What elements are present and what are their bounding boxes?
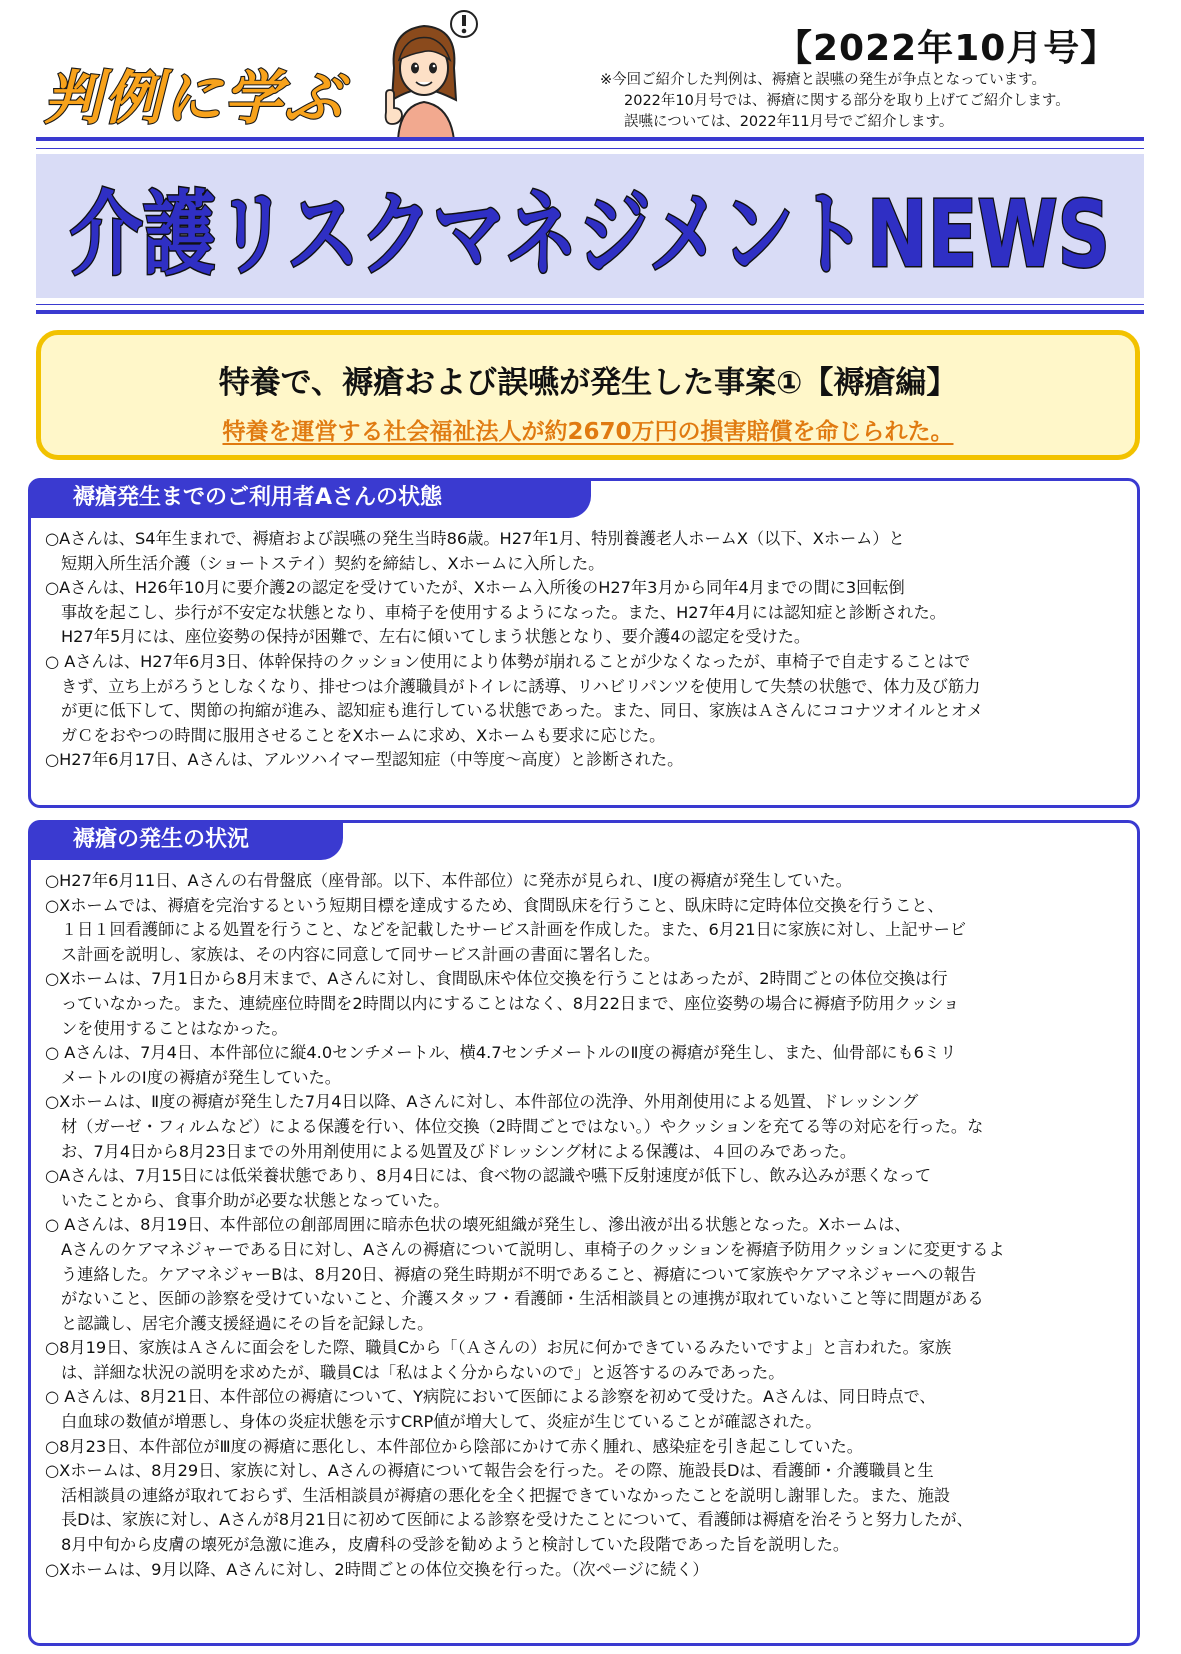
note-line: 誤嚥については、2022年11月号でご紹介します。: [624, 114, 954, 130]
paragraph: [45, 1435, 1129, 1460]
issue-label: 【2022年10月号】: [776, 28, 1118, 69]
divider: [36, 304, 1144, 305]
section-heading: 褥瘡の発生の状況: [31, 820, 343, 860]
paragraph-line: 8月中旬から皮膚の壊死が急激に進み，皮膚科の受診を勧めようと検討していた段階であった旨を説明した。: [61, 1535, 850, 1555]
svg-text:判例に学ぶ: 判例に学ぶ: [44, 64, 345, 132]
paragraph-line: ○H27年6月17日、Aさんは、アルツハイマー型認知症（中等度～高度）と診断された。: [45, 750, 684, 770]
paragraph-line: ○Xホームは、7月1日から8月末まで、Aさんに対し、食間臥床や体位交換を行うことはあったが、2時間ごとの体位交換は行: [45, 969, 948, 989]
paragraph-line: １日１回看護師による処置を行うこと、などを記載したサービス計画を作成した。また、6月21日に家族に対し、上記サービ: [61, 920, 967, 940]
paragraph: [45, 576, 1129, 650]
paragraph-line: Aさんのケアマネジャーである日に対し、Aさんの褥瘡について説明し、車椅子のクッションを褥瘡予防用クッションに変更するよ: [61, 1239, 1005, 1259]
divider: [36, 148, 1144, 149]
character-illustration: [372, 8, 496, 140]
section-heading: 褥瘡発生までのご利用者Aさんの状態: [31, 478, 591, 518]
paragraph-line: お、7月4日から8月23日までの外用剤使用による処置及びドレッシング材による保護は、４回のみであった。: [61, 1141, 857, 1161]
paragraph-line: ○Xホームは、8月29日、家族に対し、Aさんの褥瘡について報告会を行った。その際、施設長Dは、看護師・介護職員と生: [45, 1461, 934, 1481]
masthead-banner: [36, 154, 1144, 298]
paragraph-line: いたことから、食事介助が必要な状態となっていた。: [61, 1190, 450, 1210]
series-title: [40, 48, 380, 134]
paragraph-line: ○ Aさんは、8月21日、本件部位の褥瘡について、Y病院において医師による診察を初めて受けた。Aさんは、同日時点で、: [45, 1387, 936, 1407]
paragraph-line: ○ Aさんは、H27年6月3日、体幹保持のクッション使用により体勢が崩れることが少なくなったが、車椅子で自走することはで: [45, 651, 971, 671]
paragraph: [45, 894, 1129, 968]
paragraph-line: ○ Aさんは、8月19日、本件部位の創部周囲に暗赤色状の壊死組織が発生し、滲出液が出る状態となった。Xホームは、: [45, 1215, 911, 1235]
paragraph: [45, 527, 1129, 576]
paragraph-line: う連絡した。ケアマネジャーBは、8月20日、褥瘡の発生時期が不明であること、褥瘡について家族やケアマネジャーへの報告: [61, 1264, 977, 1284]
paragraph-line: ス計画を説明し、家族は、その内容に同意して同サービス計画の書面に署名した。: [61, 944, 660, 964]
paragraph-line: と認識し、居宅介護支援経過にその旨を記録した。: [61, 1313, 434, 1333]
paragraph-line: ○Aさんは、H26年10月に要介護2の認定を受けていたが、Xホーム入所後のH27年3月から同年4月までの間に3回転倒: [45, 578, 905, 598]
paragraph-line: ○Xホームは、9月以降、Aさんに対し、2時間ごとの体位交換を行った。（次ページに続く）: [45, 1559, 709, 1579]
paragraph-line: きず、立ち上がろうとしなくなり、排せつは介護職員がトイレに誘導、リハビリパンツを使用して失禁の状態で、体力及び筋力: [61, 676, 981, 696]
paragraph-line: ○Aさんは、S4年生まれで、褥瘡および誤嚥の発生当時86歳。H27年1月、特別養護老人ホームX（以下、Xホーム）と: [45, 529, 905, 548]
paragraph-line: 事故を起こし、歩行が不安定な状態となり、車椅子を使用するようになった。また、H27年4月には認知症と診断された。: [61, 602, 946, 622]
section-pressure-ulcer-situation: [28, 820, 1140, 1646]
paragraph-line: がないこと、医師の診察を受けていないこと、介護スタッフ・看護師・生活相談員との連携が取れていないこと等に問題がある: [61, 1289, 984, 1309]
paragraph: [45, 1090, 1129, 1164]
paragraph: [45, 1041, 1129, 1090]
paragraph: [45, 1558, 1129, 1583]
paragraph-line: が更に低下して、関節の拘縮が進み、認知症も進行している状態であった。また、同日、家族はＡさんにココナツオイルとオメ: [61, 701, 984, 721]
paragraph-line: 白血球の数値が増悪し、身体の炎症状態を示すCRP値が増大して、炎症が生じていることが確認された。: [61, 1412, 822, 1432]
note-line: 2022年10月号では、褥瘡に関する部分を取り上げてご紹介します。: [624, 93, 1070, 109]
paragraph-line: ○Xホームでは、褥瘡を完治するという短期目標を達成するため、食間臥床を行うこと、臥床時に定時体位交換を行うこと、: [45, 895, 944, 915]
paragraph-line: ○Xホームは、Ⅱ度の褥瘡が発生した7月4日以降、Aさんに対し、本件部位の洗浄、外用剤使用による処置、ドレッシング: [45, 1092, 919, 1112]
paragraph: [45, 650, 1129, 748]
masthead-title: [36, 154, 1144, 298]
article-subtitle-wrap: [41, 413, 1135, 446]
paragraph-line: ガＣをおやつの時間に服用させることをXホームに求め、Xホームも要求に応じた。: [61, 725, 666, 745]
paragraph: [45, 869, 1129, 894]
paragraph-line: ○H27年6月11日、Aさんの右骨盤底（座骨部。以下、本件部位）に発赤が見られ、Ⅰ度の褥瘡が発生していた。: [45, 871, 852, 890]
paragraph-line: 材（ガーゼ・フィルムなど）による保護を行い、体位交換（2時間ごとではない。）やクッションを充てる等の対応を行った。な: [61, 1116, 984, 1136]
paragraph-line: は、詳細な状況の説明を求めたが、職員Cは「私はよく分からないので」と返答するのみであった。: [61, 1362, 785, 1382]
paragraph: [45, 1213, 1129, 1336]
paragraph-line: H27年5月には、座位姿勢の保持が困難で、左右に傾いてしまう状態となり、要介護4の認定を受けた。: [61, 627, 811, 647]
svg-text:介護リスクマネジメントNEWS: 介護リスクマネジメントNEWS: [70, 181, 1110, 288]
paragraph-line: ○8月19日、家族はＡさんに面会をした際、職員Cから「（Ａさんの）お尻に何かできているみたいですよ」と言われた。家族: [45, 1338, 952, 1358]
paragraph-line: 長Dは、家族に対し、Aさんが8月21日に初めて医師による診察を受けたことについて、看護師は褥瘡を治そうと努力したが、: [61, 1510, 973, 1530]
paragraph: [45, 748, 1129, 773]
section-body: [45, 527, 1129, 773]
paragraph: [45, 1459, 1129, 1557]
section-patient-condition: [28, 478, 1140, 808]
article-title: 特養で、褥瘡および誤嚥が発生した事案①【褥瘡編】: [218, 365, 958, 401]
paragraph-line: ○Aさんは、7月15日には低栄養状態であり、8月4日には、食べ物の認識や嚥下反射速度が低下し、飲み込みが悪くなって: [45, 1166, 932, 1186]
paragraph: [45, 1164, 1129, 1213]
header-notes: [600, 70, 1070, 133]
article-title-box: [36, 330, 1140, 460]
article-subtitle: 特養を運営する社会福祉法人が約2670万円の損害賠償を命じられた。: [222, 419, 954, 445]
paragraph-line: 短期入所生活介護（ショートステイ）契約を締結し、Xホームに入所した。: [61, 553, 605, 573]
paragraph: [45, 967, 1129, 1041]
note-line: ※今回ご紹介した判例は、褥瘡と誤嚥の発生が争点となっています。: [600, 72, 1046, 88]
section-body: [45, 869, 1129, 1582]
paragraph: [45, 1336, 1129, 1385]
paragraph-line: ○ Aさんは、7月4日、本件部位に縦4.0センチメートル、横4.7センチメートルのⅡ度の褥瘡が発生し、また、仙骨部にも6ミリ: [45, 1043, 957, 1063]
paragraph-line: メートルのⅠ度の褥瘡が発生していた。: [61, 1067, 341, 1087]
paragraph-line: 活相談員の連絡が取れておらず、生活相談員が褥瘡の悪化を全く把握できていなかったことを説明し謝罪した。また、施設: [61, 1485, 951, 1505]
paragraph-line: ○8月23日、本件部位がⅢ度の褥瘡に悪化し、本件部位から陰部にかけて赤く腫れ、感染症を引き起こしていた。: [45, 1436, 863, 1456]
paragraph-line: っていなかった。また、連続座位時間を2時間以内にすることはなく、8月22日まで、座位姿勢の場合に褥瘡予防用クッショ: [61, 993, 960, 1013]
paragraph-line: ンを使用することはなかった。: [61, 1018, 288, 1038]
divider: [36, 310, 1144, 314]
divider: [36, 137, 1144, 141]
paragraph: [45, 1385, 1129, 1434]
